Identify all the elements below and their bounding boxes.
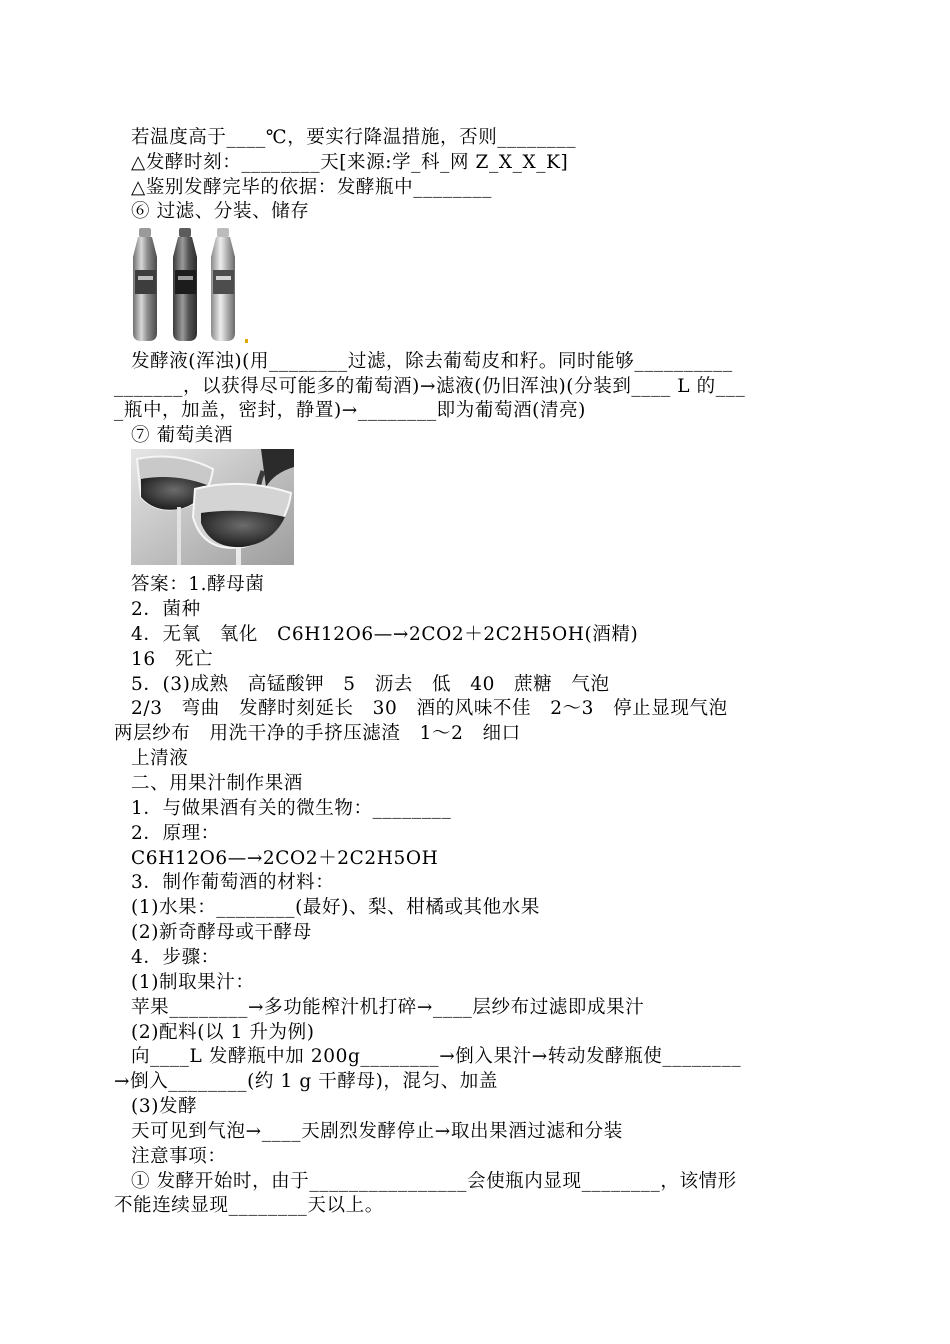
text-line: _______，以获得尽可能多的葡萄酒)→滤液(仍旧浑浊)(分装到____ L 的___ xyxy=(114,376,746,397)
text-line: (2)配料(以 1 升为例) xyxy=(131,1022,315,1043)
text-line: ⑦ 葡萄美酒 xyxy=(131,425,233,446)
text-line: ① 发酵开始时，由于________________会使瓶内显现________，该情形 xyxy=(131,1171,737,1192)
text-line: 苹果________→多功能榨汁机打碎→____层纱布过滤即成果汁 xyxy=(131,997,645,1018)
text-line: 2/3 弯曲 发酵时刻延长 30 酒的风味不佳 2～3 停止显现气泡 xyxy=(131,698,728,719)
text-line: 答案：1.酵母菌 xyxy=(131,574,265,595)
text-line: (3)发酵 xyxy=(131,1096,198,1117)
text-line: 3．制作葡萄酒的材料： xyxy=(131,872,335,893)
text-line: _瓶中，加盖，密封，静置)→________即为葡萄酒(清亮) xyxy=(114,400,587,421)
text-line: →倒入________(约 1 g 干酵母)，混匀、加盖 xyxy=(114,1071,498,1092)
text-line: 16 死亡 xyxy=(131,649,214,670)
text-line: 若温度高于____℃，要实行降温措施，否则________ xyxy=(131,127,577,148)
text-line: (1)制取果汁： xyxy=(131,972,255,993)
wine-photo xyxy=(131,449,294,565)
bottles-photo xyxy=(131,226,249,344)
text-line: 4．步骤： xyxy=(131,947,220,968)
text-line: (2)新奇酵母或干酵母 xyxy=(131,922,312,943)
text-line: 二、用果汁制作果酒 xyxy=(131,773,303,794)
text-line: 2．原理： xyxy=(131,823,220,844)
text-line: △发酵时刻：________天[来源:学_科_网 Z_X_X_K] xyxy=(131,152,569,173)
text-line: 不能连续显现________天以上。 xyxy=(114,1195,384,1216)
text-line: 上清液 xyxy=(131,748,189,769)
bottles-image xyxy=(131,226,249,344)
text-line: 发酵液(浑浊)(用________过滤，除去葡萄皮和籽。同时能够__________ xyxy=(131,351,733,372)
text-line: 2．菌种 xyxy=(131,599,201,620)
text-line: (1)水果：________(最好)、梨、柑橘或其他水果 xyxy=(131,897,540,918)
text-line: 1．与做果酒有关的微生物：________ xyxy=(131,798,452,819)
text-line: 天可见到气泡→____天剧烈发酵停止→取出果酒过滤和分装 xyxy=(131,1121,623,1142)
text-line: 两层纱布 用洗干净的手挤压滤渣 1～2 细口 xyxy=(114,723,521,744)
text-line: 向____L 发酵瓶中加 200g________→倒入果汁→转动发酵瓶使________ xyxy=(131,1046,742,1067)
wine-glass-image xyxy=(131,449,294,565)
text-line: △鉴别发酵完毕的依据：发酵瓶中________ xyxy=(131,177,493,198)
text-line: 4．无氧 氧化 C6H12O6—→2CO2＋2C2H5OH(酒精) xyxy=(131,624,639,645)
text-line: 5．(3)成熟 高锰酸钾 5 沥去 低 40 蔗糖 气泡 xyxy=(131,674,610,695)
text-line: C6H12O6—→2CO2＋2C2H5OH xyxy=(131,848,439,869)
text-line: 注意事项： xyxy=(131,1146,227,1167)
text-line: ⑥ 过滤、分装、储存 xyxy=(131,201,310,222)
